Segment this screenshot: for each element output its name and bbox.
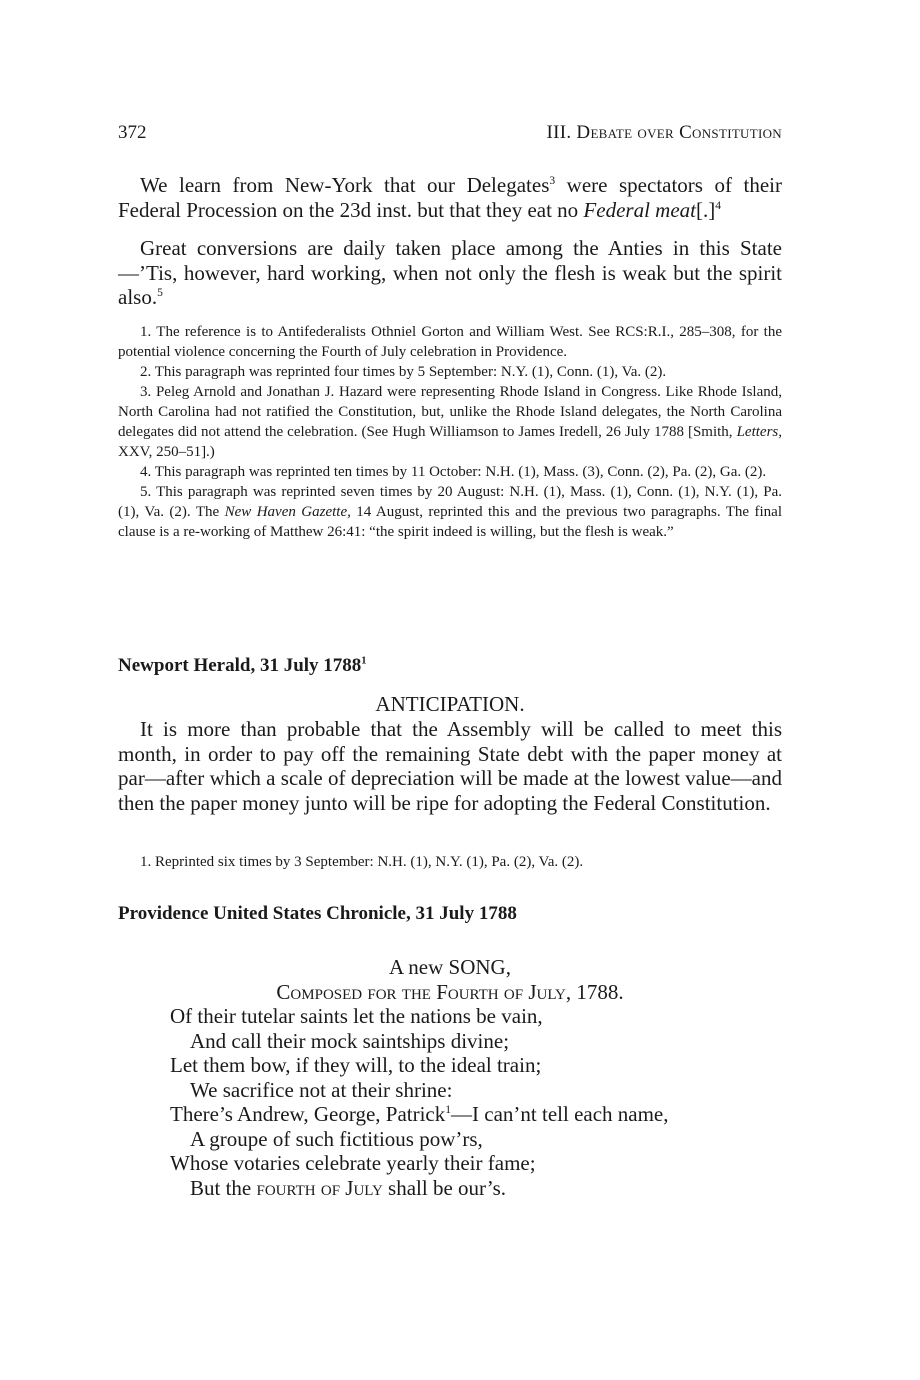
paragraph-delegates: We learn from New-York that our Delegates$^3$ were spectators of their Federal Procession on the 23d inst. but that they eat no Federal meat[.]$^4$ — [118, 173, 782, 222]
verse-line-5: There’s Andrew, George, Patrick$^1$—I can’nt tell each name, — [170, 1102, 669, 1126]
song — [118, 955, 782, 1200]
paragraph-anticipation: It is more than probable that the Assembly will be called to meet this month, in order to pay off the remaining State debt with the paper money at par—after which a scale of depreciation will be made at the lowest value—and then the paper money junto will be ripe for adopting the Federal Constitution. — [118, 717, 782, 815]
footnotes-2 — [118, 852, 782, 872]
footnote-5: 5. This paragraph was reprinted seven times by 20 August: N.H. (1), Mass. (1), Conn. (1), N.Y. (1), Pa. (1), Va. (2). The New Haven Gazette, 14 August, reprinted this and the previous two paragraphs. The final clause is a re-working of Matthew 26:41: “the spirit indeed is willing, but the flesh is weak.” — [118, 484, 782, 540]
verse-line-4: We sacrifice not at their shrine: — [190, 1077, 453, 1102]
song-subtitle: Composed for the Fourth of July, 1788. — [276, 979, 624, 1004]
footnote-ref-song-1: 1 — [445, 1103, 452, 1116]
footnote-ref-5: 5 — [157, 286, 163, 299]
song-title: A new SONG, — [389, 955, 511, 979]
section-conversions — [118, 236, 782, 310]
footnote-ref-3: 3 — [549, 174, 556, 187]
footnote-ref-1: 1 — [361, 655, 367, 667]
paragraph-conversions: Great conversions are daily taken place among the Anties in this State—’Tis, however, hard working, when not only the flesh is weak but the spirit also.$^5$ — [118, 236, 782, 309]
verse-line-6: A groupe of such fictitious pow’rs, — [190, 1126, 483, 1151]
footnote-newport-1: 1. Reprinted six times by 3 September: N.H. (1), N.Y. (1), Pa. (2), Va. (2). — [140, 854, 584, 870]
verse-line-1: Of their tutelar saints let the nations be vain, — [170, 1004, 543, 1028]
verse-line-7: Whose votaries celebrate yearly their fame; — [170, 1151, 536, 1175]
section-delegates — [118, 173, 782, 222]
footnote-2: 2. This paragraph was reprinted four times by 5 September: N.Y. (1), Conn. (1), Va. (2). — [140, 364, 667, 380]
footnote-1: 1. The reference is to Antifederalists Othniel Gorton and William West. See RCS:R.I., 285–308, for the potential violence concerning the Fourth of July celebration in Providence. — [118, 324, 782, 360]
page-number: 372 — [118, 122, 147, 143]
verse-line-8: But the fourth of July shall be our’s. — [190, 1175, 507, 1200]
anticipation-title: ANTICIPATION. — [375, 692, 525, 716]
emphasis-federal-meat: Federal meat — [583, 197, 696, 222]
verse-line-2: And call their mock saintships divine; — [190, 1028, 510, 1053]
footnotes-1 — [118, 322, 782, 542]
footnote-ref-4: 4 — [715, 199, 721, 212]
heading-newport-herald: Newport Herald, 31 July 1788$^1$ — [118, 655, 367, 676]
verse-line-3: Let them bow, if they will, to the ideal train; — [170, 1053, 542, 1077]
footnote-4: 4. This paragraph was reprinted ten times by 11 October: N.H. (1), Mass. (3), Conn. (2), Pa. (2), Ga. (2). — [140, 464, 767, 480]
footnote-3: 3. Peleg Arnold and Jonathan J. Hazard were representing Rhode Island in Congress. Like Rhode Island, North Carolina had not ratified the Constitution, but, unlike the Rhode Island delegates, the North Carolina delegates did not attend the celebration. (See Hugh Williamson to James Iredell, 26 July 1788 [Smith, Letters, XXV, 250–51].) — [118, 384, 782, 460]
song-verse — [118, 1004, 782, 1200]
heading-providence-chronicle: Providence United States Chronicle, 31 July 1788 — [118, 903, 517, 924]
page-header — [118, 122, 782, 148]
section-anticipation — [118, 717, 782, 815]
running-head: III. Debate over Constitution — [546, 122, 782, 143]
